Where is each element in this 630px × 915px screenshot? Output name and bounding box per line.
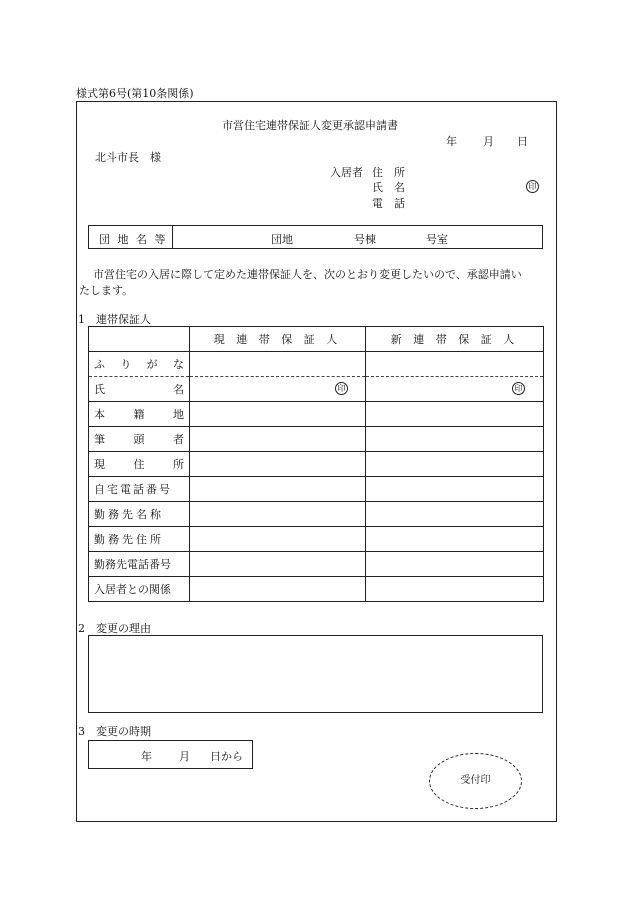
reason-box[interactable] [88,635,543,713]
table-row [89,477,544,502]
section2-heading: 2 変更の理由 [78,622,151,635]
row-label-address: 現 住 所 [94,458,184,471]
table-row [89,402,544,427]
addressee: 北斗市長 様 [95,151,161,164]
table-row [89,427,544,452]
applicant-role: 入居者 [330,166,363,179]
date-year: 年 [446,135,457,148]
row-label-relationship: 入居者との関係 [89,577,190,602]
current-honseki-cell[interactable] [190,402,366,427]
applicant-address-label: 住 所 [372,166,405,179]
current-home-phone-cell[interactable] [190,477,366,502]
change-date-box[interactable] [88,740,253,769]
applicant-name-label: 氏 名 [372,181,405,194]
col-current: 現 連 帯 保 証 人 [190,327,366,352]
new-relationship-cell[interactable] [366,577,544,602]
current-hittousha-cell[interactable] [190,427,366,452]
applicant-seal-icon: 印 [526,180,539,193]
form-number: 様式第6号(第10条関係) [76,87,194,100]
guarantor-table [88,326,544,602]
current-address-cell[interactable] [190,452,366,477]
row-label-honseki: 本 籍 地 [94,408,184,421]
new-employer-phone-cell[interactable] [366,552,544,577]
new-employer-address-cell[interactable] [366,527,544,552]
table-row [89,527,544,552]
section3-heading: 3 変更の時期 [78,725,151,738]
current-employer-cell[interactable] [190,502,366,527]
change-date-year: 年 [141,750,152,763]
change-date-from: 日から [210,750,243,763]
row-label-employer: 勤務先名称 [89,502,190,527]
current-relationship-cell[interactable] [190,577,366,602]
row-label-employer-address: 勤務先住所 [89,527,190,552]
table-row [89,352,544,377]
new-seal-icon: 印 [512,382,525,395]
table-row [89,502,544,527]
complex-label: 団 地 名 等 [99,233,168,246]
current-furigana-cell[interactable] [190,352,366,377]
current-name-cell[interactable] [190,377,366,402]
current-seal-icon: 印 [335,382,348,395]
request-text-line1: 市営住宅の入居に際して定めた連帯保証人を、次のとおり変更したいので、承認申請い [93,268,522,281]
table-row [89,377,544,402]
row-label-name: 氏 名 [94,383,184,396]
change-date-month: 月 [179,750,190,763]
new-name-cell[interactable] [366,377,544,402]
new-employer-cell[interactable] [366,502,544,527]
complex-box [88,225,543,249]
current-employer-phone-cell[interactable] [190,552,366,577]
new-hittousha-cell[interactable] [366,427,544,452]
row-label-furigana: ふ り が な [94,358,184,371]
complex-goshitsu: 号室 [426,233,448,246]
table-header-row [89,327,544,352]
new-honseki-cell[interactable] [366,402,544,427]
complex-goto: 号棟 [354,233,376,246]
table-row [89,577,544,602]
table-row [89,552,544,577]
new-home-phone-cell[interactable] [366,477,544,502]
row-label-home-phone: 自宅電話番号 [89,477,190,502]
form-title: 市営住宅連帯保証人変更承認申請書 [222,119,398,132]
new-address-cell[interactable] [366,452,544,477]
complex-danchi: 団地 [271,233,293,246]
applicant-phone-label: 電 話 [372,197,405,210]
row-label-employer-phone: 勤務先電話番号 [89,552,190,577]
row-label-hittousha: 筆 頭 者 [94,433,184,446]
section1-heading: 1 連帯保証人 [78,313,151,326]
col-new: 新 連 帯 保 証 人 [366,327,544,352]
date-month: 月 [483,135,494,148]
date-day: 日 [517,135,528,148]
table-row [89,452,544,477]
current-employer-address-cell[interactable] [190,527,366,552]
new-furigana-cell[interactable] [366,352,544,377]
request-text-line2: たします。 [79,284,134,297]
reception-stamp: 受付印 [429,753,522,809]
